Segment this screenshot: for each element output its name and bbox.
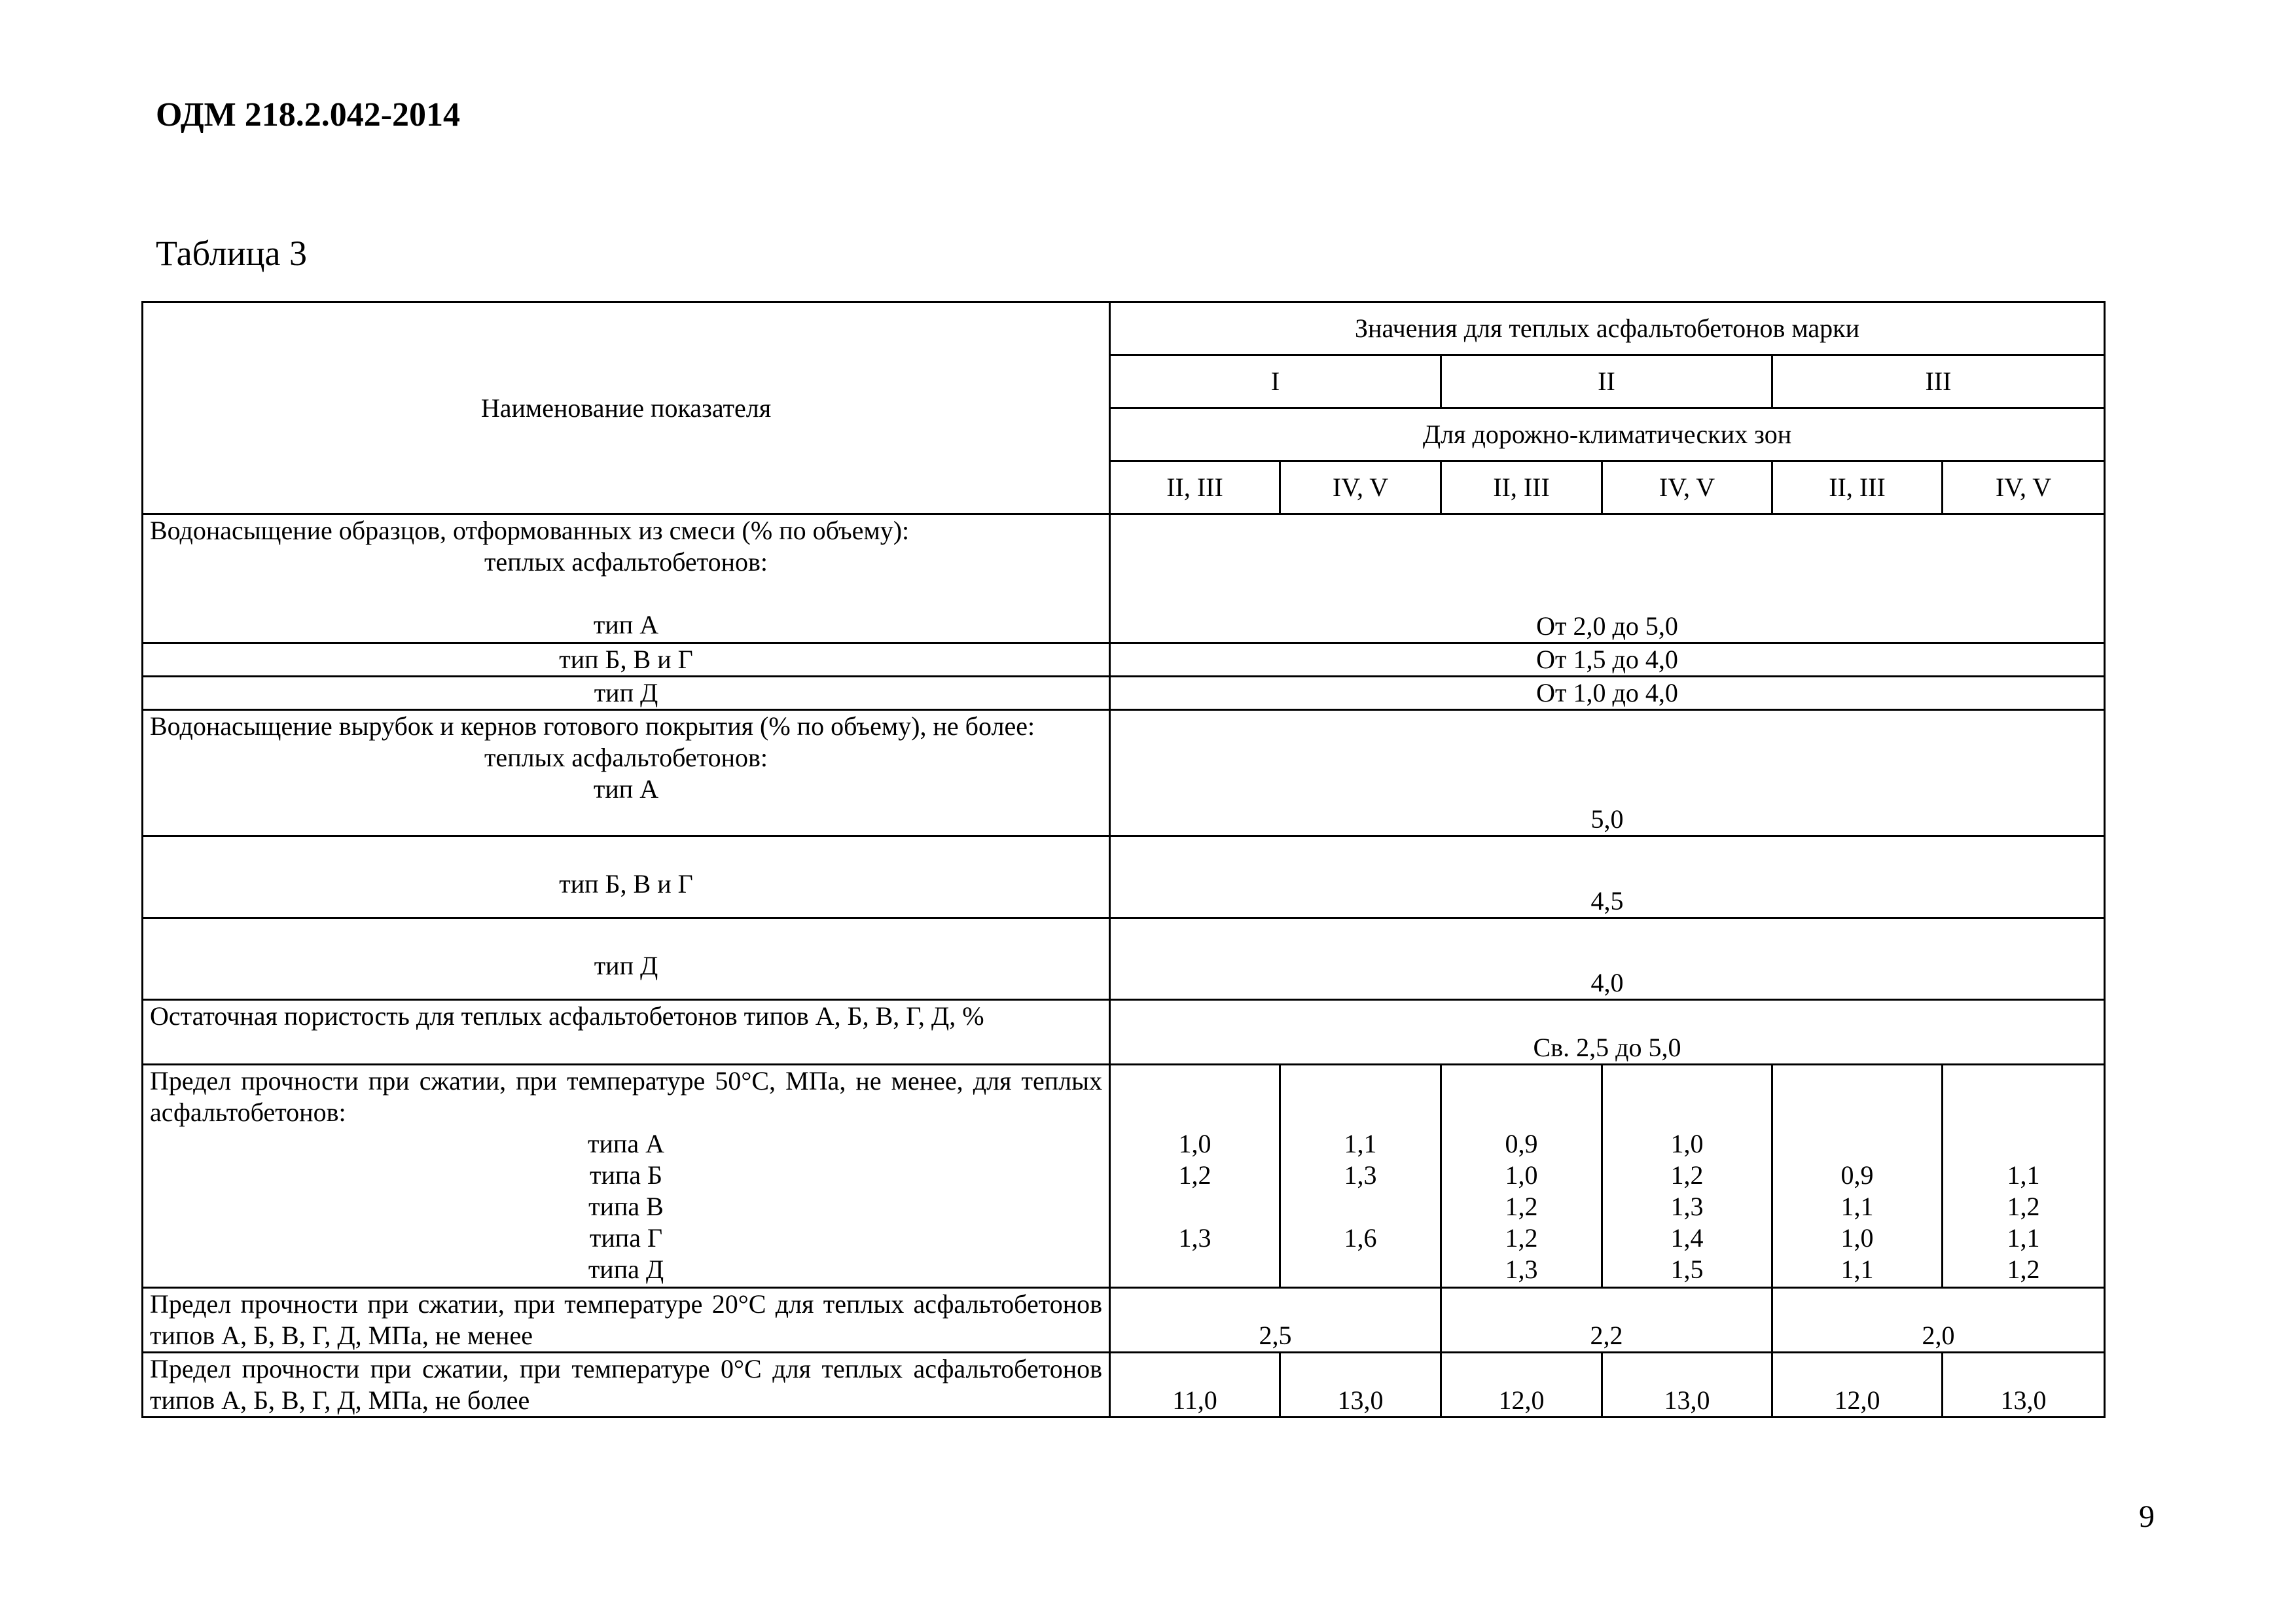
value-cell: 13,0 <box>1602 1353 1772 1418</box>
value-cell: От 1,0 до 4,0 <box>1110 677 2105 710</box>
value-cell <box>1287 1254 1433 1285</box>
value-cell: 0,9 <box>1840 1160 1874 1190</box>
value-cell: 1,0 <box>1505 1160 1538 1190</box>
value-cell: 1,2 <box>1670 1160 1704 1190</box>
value-cell: 0,9 <box>1505 1129 1538 1158</box>
value-cell: 1,6 <box>1344 1223 1377 1253</box>
header-zone-cell: II, III <box>1441 461 1602 514</box>
type-label: тип Б, В и Г <box>143 836 1110 918</box>
value-cell: 1,3 <box>1344 1160 1377 1190</box>
header-zone-cell: IV, V <box>1280 461 1441 514</box>
value-cell: От 1,5 до 4,0 <box>1110 643 2105 677</box>
value-cell: 5,0 <box>1110 710 2105 836</box>
indicator-cell <box>143 1288 1110 1353</box>
value-column <box>1943 1065 2105 1288</box>
value-cell: 1,2 <box>1178 1160 1211 1190</box>
type-label: тип Б, В и Г <box>143 643 1110 677</box>
value-cell: 1,0 <box>1840 1223 1874 1253</box>
row-water-sat-samples-b <box>143 643 2105 677</box>
row-water-sat-cores-a <box>143 710 2105 836</box>
value-cell: 2,0 <box>1772 1288 2105 1353</box>
value-column <box>1280 1065 1441 1288</box>
row-water-sat-samples-d <box>143 677 2105 710</box>
value-cell: 1,0 <box>1670 1129 1704 1158</box>
type-label: тип Д <box>143 677 1110 710</box>
value-cell: 1,1 <box>2007 1160 2040 1190</box>
row-water-sat-samples-a <box>143 514 2105 643</box>
header-zone-cell: II, III <box>1772 461 1943 514</box>
value-cell <box>1287 1191 1433 1222</box>
document-code: ОДМ 218.2.042-2014 <box>156 96 461 134</box>
table-caption: Таблица 3 <box>156 234 307 273</box>
value-column <box>1441 1065 1602 1288</box>
page-number: 9 <box>2139 1499 2155 1534</box>
indicator-title: Предел прочности при сжатии, при температуре 0°С для теплых асфальтобетонов типов А, Б, В, Г, Д, МПа, не более <box>150 1354 1102 1415</box>
value-cell <box>1950 1128 2097 1160</box>
header-zones-title: Для дорожно-климатических зон <box>1110 408 2105 461</box>
row-strength-0 <box>143 1353 2105 1418</box>
type-label: тип А <box>593 774 659 804</box>
value-cell <box>1117 1254 1272 1285</box>
indicator-subtitle: теплых асфальтобетонов: <box>484 743 768 772</box>
indicator-title: Водонасыщение образцов, отформованных из смеси (% по объему): <box>150 516 910 545</box>
type-label: тип А <box>593 610 659 639</box>
header-grade-2: II <box>1441 355 1772 408</box>
value-cell: 1,1 <box>2007 1223 2040 1253</box>
value-cell: 4,0 <box>1110 918 2105 1000</box>
value-cell: 4,5 <box>1110 836 2105 918</box>
header-row-1 <box>143 302 2105 355</box>
value-cell: 11,0 <box>1110 1353 1280 1418</box>
value-cell: От 2,0 до 5,0 <box>1110 514 2105 643</box>
type-label: типа А <box>588 1129 664 1158</box>
header-zone-cell: II, III <box>1110 461 1280 514</box>
value-cell: 1,1 <box>1840 1255 1874 1284</box>
value-column <box>1772 1065 1943 1288</box>
header-grade-3: III <box>1772 355 2105 408</box>
value-cell <box>1780 1128 1935 1160</box>
value-cell: 2,2 <box>1441 1288 1772 1353</box>
type-label: тип Д <box>143 918 1110 1000</box>
row-water-sat-cores-d <box>143 918 2105 1000</box>
value-cell: 1,1 <box>1344 1129 1377 1158</box>
value-cell: 1,1 <box>1840 1192 1874 1221</box>
indicator-title: Предел прочности при сжатии, при температуре 20°С для теплых асфальтобетонов типов А, Б, В, Г, Д, МПа, не менее <box>150 1289 1102 1350</box>
value-cell: 12,0 <box>1772 1353 1943 1418</box>
value-cell: 2,5 <box>1110 1288 1441 1353</box>
indicator-subtitle: теплых асфальтобетонов: <box>484 547 768 577</box>
value-cell: 1,2 <box>2007 1192 2040 1221</box>
value-cell: 1,3 <box>1670 1192 1704 1221</box>
header-zone-cell: IV, V <box>1602 461 1772 514</box>
value-cell: 1,5 <box>1670 1255 1704 1284</box>
row-strength-20 <box>143 1288 2105 1353</box>
type-label: типа Б <box>589 1160 662 1190</box>
value-cell: 1,4 <box>1670 1223 1704 1253</box>
value-cell: 1,2 <box>1505 1192 1538 1221</box>
value-cell: 13,0 <box>1280 1353 1441 1418</box>
header-grade-1: I <box>1110 355 1441 408</box>
value-cell <box>1117 1191 1272 1222</box>
value-cell: 13,0 <box>1943 1353 2105 1418</box>
header-values-title: Значения для теплых асфальтобетонов марки <box>1110 302 2105 355</box>
value-cell: 1,2 <box>2007 1255 2040 1284</box>
header-indicator-name: Наименование показателя <box>143 302 1110 514</box>
indicator-title: Предел прочности при сжатии, при температуре 50°С, МПа, не менее, для теплых асфальтобетонов: <box>150 1066 1102 1127</box>
value-column <box>1110 1065 1280 1288</box>
indicator-title: Остаточная пористость для теплых асфальтобетонов типов А, Б, В, Г, Д, % <box>143 1000 1110 1065</box>
value-cell: 1,3 <box>1505 1255 1538 1284</box>
indicator-title: Водонасыщение вырубок и кернов готового покрытия (% по объему), не более: <box>150 711 1035 741</box>
type-label: типа В <box>588 1192 664 1221</box>
type-label: типа Г <box>589 1223 663 1253</box>
row-strength-50 <box>143 1065 2105 1288</box>
value-column <box>1602 1065 1772 1288</box>
indicator-cell <box>143 1353 1110 1418</box>
indicator-cell <box>143 710 1110 836</box>
value-cell: 12,0 <box>1441 1353 1602 1418</box>
indicator-cell <box>143 1065 1110 1288</box>
value-cell: 1,3 <box>1178 1223 1211 1253</box>
type-label: типа Д <box>588 1255 664 1284</box>
value-cell: Св. 2,5 до 5,0 <box>1110 1000 2105 1065</box>
value-cell: 1,0 <box>1178 1129 1211 1158</box>
row-water-sat-cores-b <box>143 836 2105 918</box>
header-zone-cell: IV, V <box>1943 461 2105 514</box>
row-porosity <box>143 1000 2105 1065</box>
properties-table <box>141 301 2106 1418</box>
indicator-cell <box>143 514 1110 643</box>
value-cell: 1,2 <box>1505 1223 1538 1253</box>
